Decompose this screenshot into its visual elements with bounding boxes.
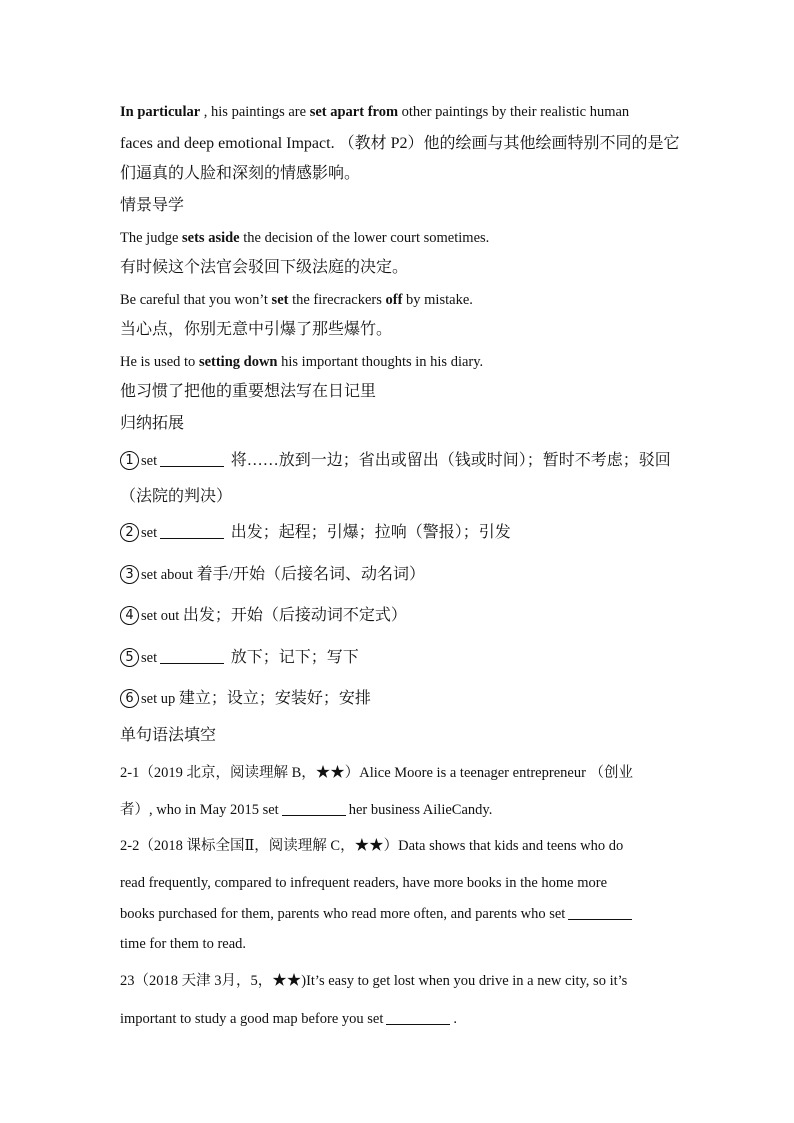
phrase-in-particular: In particular: [120, 104, 201, 120]
item-phrase: set up: [141, 691, 176, 707]
example-text: the decision of the lower court sometimes.: [239, 230, 490, 246]
answer-blank[interactable]: [568, 905, 632, 920]
exercise-text: .: [453, 1011, 457, 1027]
item-meaning: 将……放到一边；省出或留出（钱或时间）；暂时不考虑；驳回: [230, 452, 671, 469]
exercise-2-line-1: 2-2（2018 课标全国Ⅱ，阅读理解 C，★★）Data shows that kids and teens who do: [120, 838, 624, 854]
item-phrase: set out: [141, 608, 180, 624]
answer-blank[interactable]: [282, 801, 346, 816]
item-phrase: set: [141, 525, 158, 541]
example-text: He is used to: [120, 354, 199, 370]
summary-item-1: [120, 451, 676, 471]
summary-item-5: [120, 648, 676, 668]
phrase-setting-down: setting down: [198, 354, 278, 370]
phrase-sets-aside: sets aside: [182, 230, 240, 246]
exercise-2-line-2: read frequently, compared to infrequent readers, have more books in the home more: [120, 875, 608, 891]
exercise-text: 者）, who in May 2015 set: [120, 802, 279, 818]
phrase-set-apart-from: set apart from: [309, 104, 399, 120]
exercise-3-line-1: 23（2018 天津 3月，5，★★)It’s easy to get lost when you drive in a new city, so it’s: [120, 973, 628, 989]
item-meaning: 着手/开始（后接名词、动名词）: [196, 566, 426, 583]
exercise-1-line-2: [120, 800, 676, 820]
item-phrase: set: [141, 453, 158, 469]
circled-number: 1: [120, 451, 139, 470]
exercise-text: important to study a good map before you set: [120, 1011, 384, 1027]
example-1-translation: 有时候这个法官会驳回下级法庭的决定。: [120, 259, 409, 276]
item-phrase: set: [141, 650, 158, 666]
item-meaning: 建立；设立；安装好；安排: [178, 690, 371, 707]
summary-item-4: [120, 606, 676, 626]
circled-number: 3: [120, 565, 139, 584]
example-2: [120, 290, 676, 310]
example-text: Be careful that you won’t: [120, 292, 272, 308]
circled-number: 5: [120, 648, 139, 667]
summary-item-3: [120, 565, 676, 585]
summary-item-6: [120, 689, 676, 709]
item-meaning: 放下；记下；写下: [230, 649, 359, 666]
summary-item-2: [120, 523, 676, 543]
exercise-2-line-4: time for them to read.: [120, 936, 247, 952]
circled-number: 4: [120, 606, 139, 625]
intro-line-3: 们逼真的人脸和深刻的情感影响。: [120, 165, 361, 182]
section-heading-exercises: 单句语法填空: [120, 727, 217, 744]
intro-line-2: faces and deep emotional Impact. （教材 P2）他的绘画与其他绘画特别不同的是它: [120, 135, 680, 152]
answer-blank[interactable]: [386, 1010, 450, 1025]
example-text: the firecrackers: [288, 292, 386, 308]
answer-blank[interactable]: [160, 452, 224, 467]
section-heading-situational: 情景导学: [120, 197, 185, 214]
summary-item-1-cont: （法院的判决）: [120, 488, 233, 505]
example-1: [120, 228, 676, 248]
example-text: his important thoughts in his diary.: [277, 354, 484, 370]
example-3: [120, 352, 676, 372]
section-heading-summary: 归纳拓展: [120, 415, 185, 432]
intro-line-1: [120, 102, 676, 122]
phrase-set: set: [271, 292, 289, 308]
intro-text: other paintings by their realistic human: [398, 104, 630, 120]
circled-number: 2: [120, 523, 139, 542]
example-text: The judge: [120, 230, 183, 246]
item-meaning: 出发；开始（后接动词不定式）: [182, 607, 407, 624]
exercise-1-line-1: 2-1（2019 北京，阅读理解 B，★★）Alice Moore is a teenager entrepreneur （创业: [120, 765, 634, 781]
exercise-text: her business AilieCandy.: [348, 802, 493, 818]
example-text: by mistake.: [402, 292, 473, 308]
exercise-text: books purchased for them, parents who read more often, and parents who set: [120, 906, 566, 922]
intro-text: , his paintings are: [200, 104, 310, 120]
example-3-translation: 他习惯了把他的重要想法写在日记里: [120, 383, 377, 400]
item-phrase: set about: [141, 567, 193, 583]
answer-blank[interactable]: [160, 649, 224, 664]
exercise-3-line-2: [120, 1009, 676, 1029]
example-2-translation: 当心点，你别无意中引爆了那些爆竹。: [120, 321, 393, 338]
answer-blank[interactable]: [160, 524, 224, 539]
exercise-2-line-3: [120, 904, 676, 924]
item-meaning: 出发；起程；引爆；拉响（警报）；引发: [230, 524, 511, 541]
phrase-off: off: [385, 292, 403, 308]
circled-number: 6: [120, 689, 139, 708]
